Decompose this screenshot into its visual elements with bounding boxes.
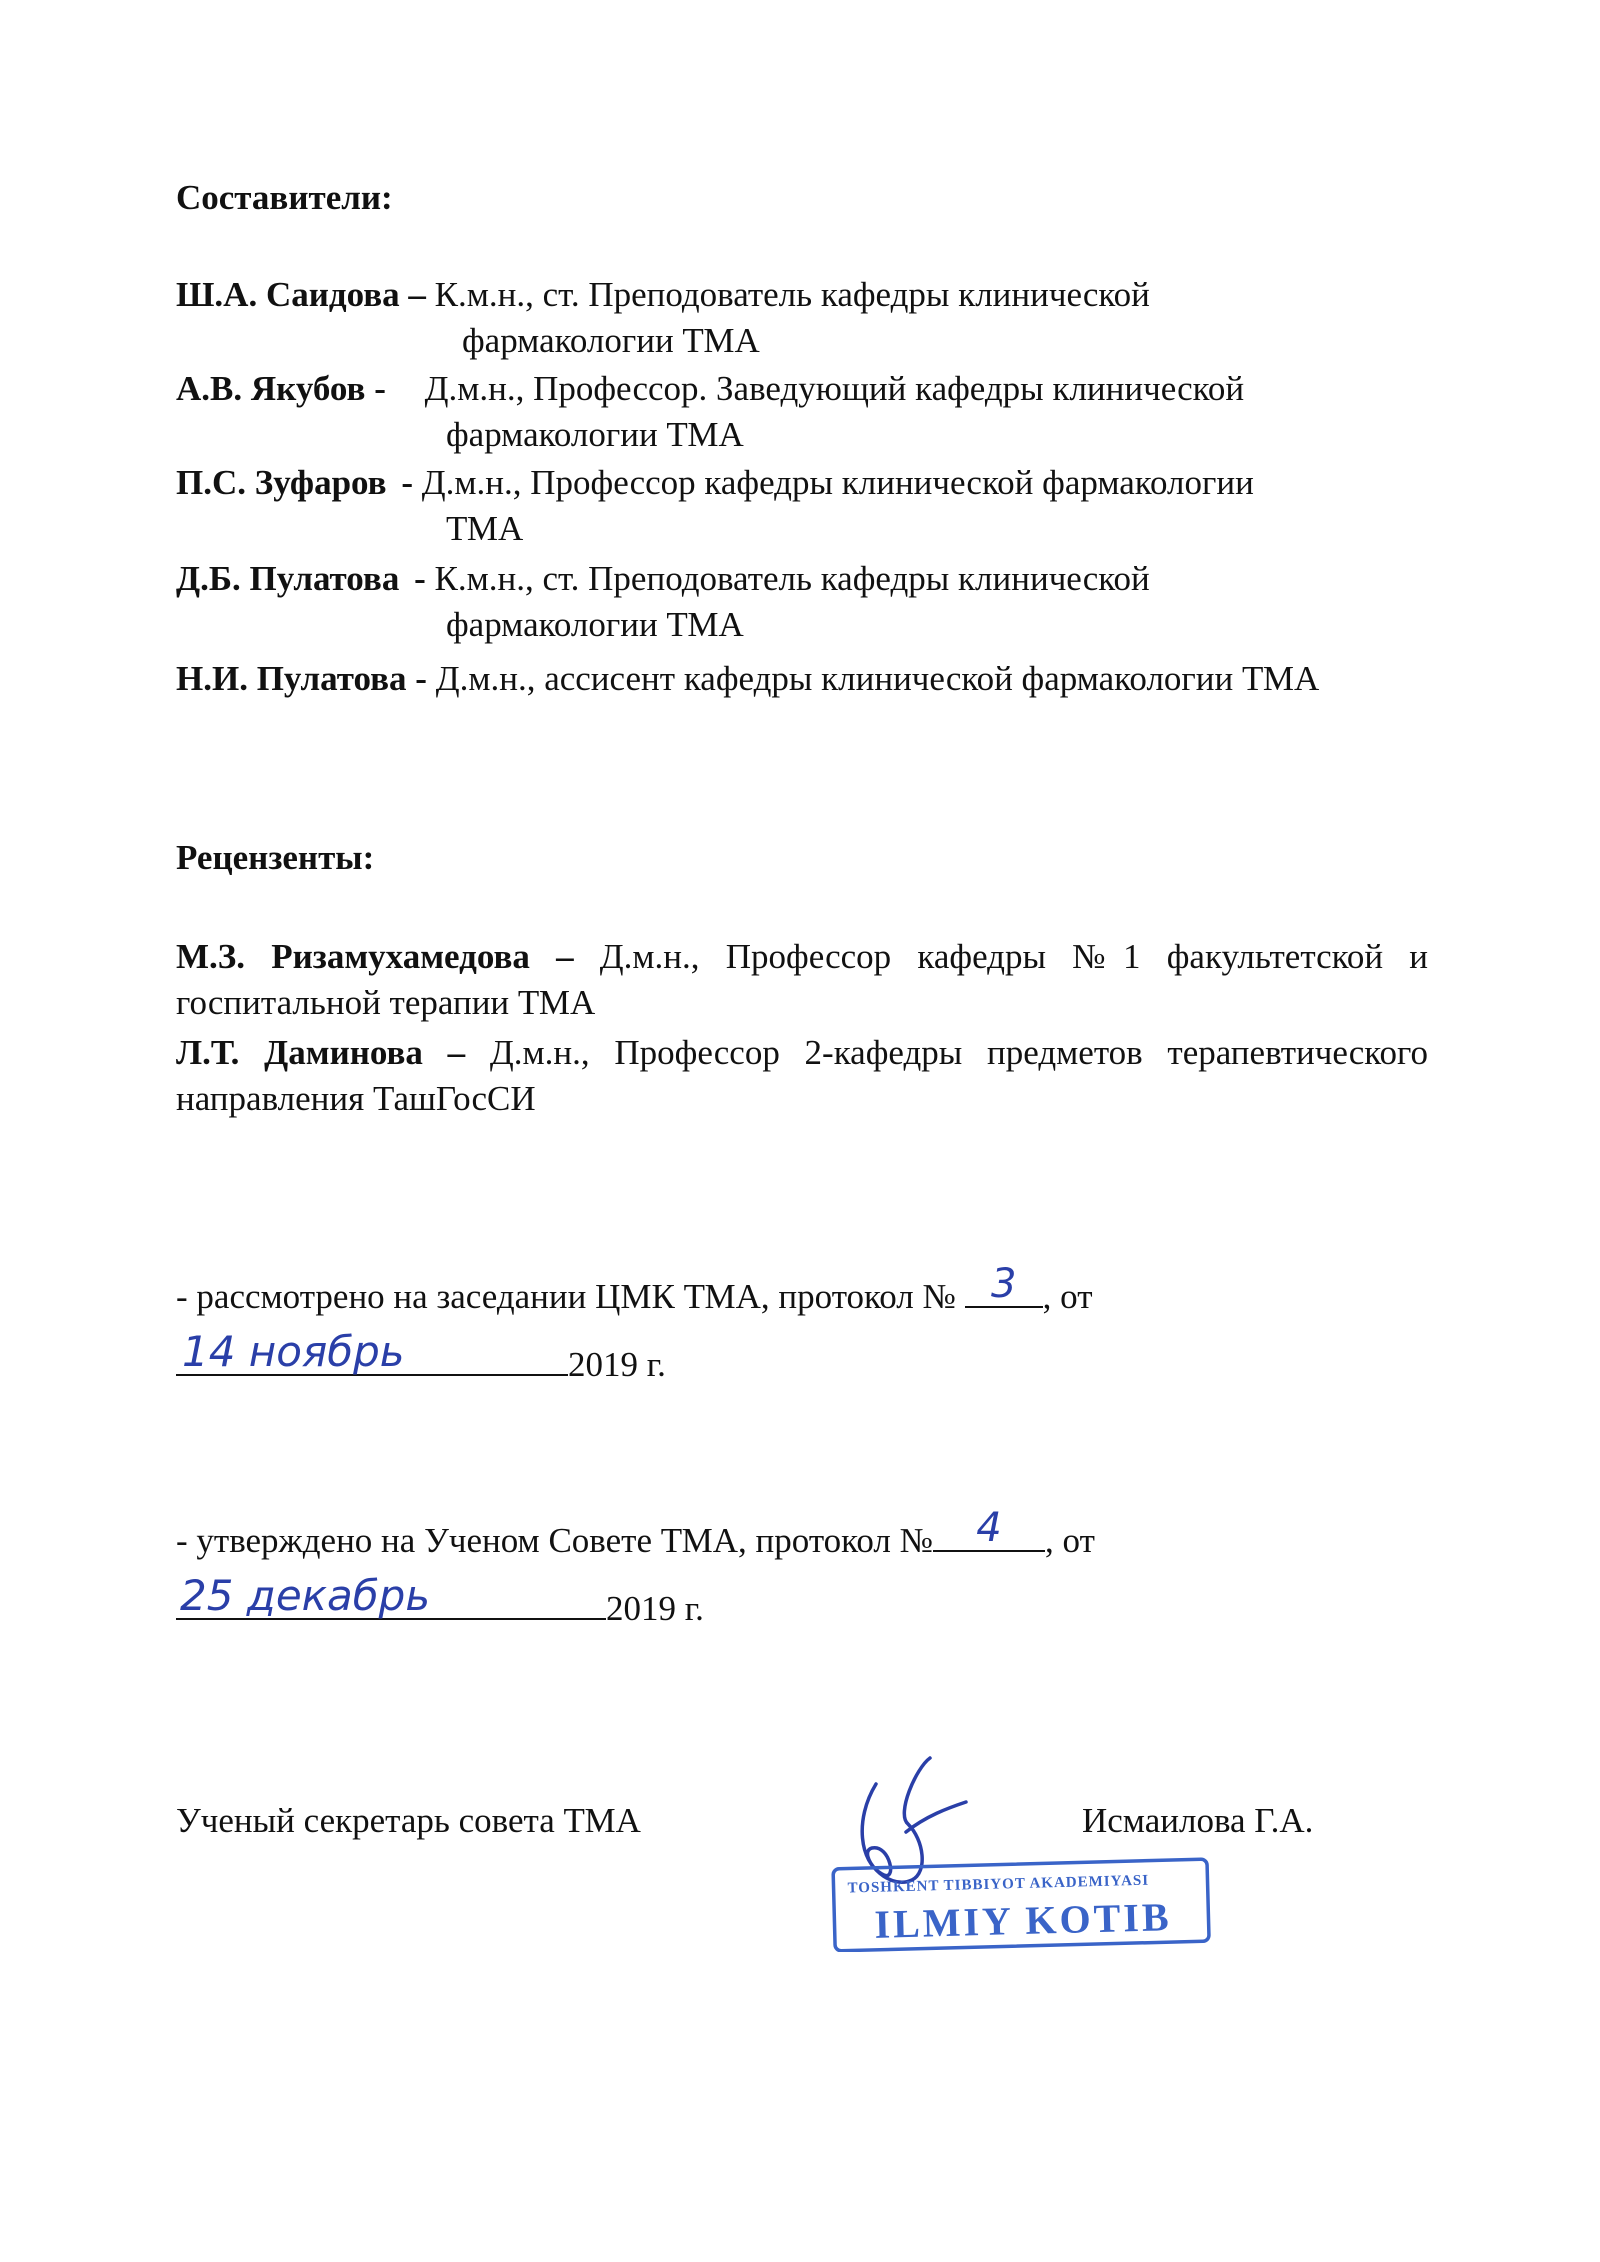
compiler-separator: - — [406, 659, 436, 698]
protocol-number-field — [965, 1261, 1043, 1308]
approval-protocol-line — [176, 1505, 1095, 1561]
approval-year: 2019 г. — [606, 1589, 704, 1628]
stamp-text-line1: TOSHKENT TIBBIYOT AKADEMIYASI — [847, 1872, 1150, 1897]
approval-protocol-text: - утверждено на Ученом Совете ТМА, протокол № — [176, 1521, 934, 1560]
reviewer-separator: – — [422, 1033, 490, 1072]
compiler-name: П.С. Зуфаров — [176, 463, 387, 502]
approval-date-handwritten: 25 декабрь — [180, 1571, 431, 1620]
compiler-position-cont: фармакологии ТМА — [446, 605, 744, 644]
protocol-number-handwritten: 3 — [990, 1261, 1017, 1307]
compiler-separator: - — [405, 559, 435, 598]
reviewer-name: М.З. Ризамухамедова — [176, 937, 530, 976]
compiler-name: А.В. Якубов — [176, 369, 366, 408]
compiler-position: Д.м.н., ассисент кафедры клинической фармакологии ТМА — [435, 659, 1320, 698]
review-year: 2019 г. — [568, 1345, 666, 1384]
compiler-entry-5 — [176, 656, 1319, 702]
compiler-position-cont: ТМА — [446, 509, 524, 548]
approval-date-line — [176, 1571, 704, 1629]
compiler-separator: – — [399, 275, 435, 314]
compiler-position: Д.м.н., Профессор кафедры клинической фармакологии — [421, 463, 1254, 502]
reviewer-position: Д.м.н., Профессор 2-кафедры предметов терапевтического направления ТашГосСИ — [176, 1033, 1429, 1118]
compiler-position-cont: фармакологии ТМА — [446, 415, 744, 454]
review-protocol-text: - рассмотрено на заседании ЦМК ТМА, протокол № — [176, 1277, 956, 1316]
review-date-handwritten: 14 ноябрь — [182, 1327, 405, 1376]
reviewer-name: Л.Т. Даминова — [176, 1033, 423, 1072]
compilers-heading: Составители: — [176, 178, 393, 217]
compiler-entry-3 — [176, 460, 1254, 506]
reviewer-separator: – — [529, 937, 600, 976]
compiler-entry-4 — [176, 556, 1150, 602]
compiler-entry-2 — [176, 366, 1244, 412]
stamp-and-signature — [826, 1752, 1216, 1952]
compiler-name: Ш.А. Саидова — [176, 275, 400, 314]
approval-protocol-suffix: , от — [1045, 1521, 1095, 1560]
protocol-number-handwritten: 4 — [976, 1505, 1002, 1551]
secretary-title: Ученый секретарь совета ТМА — [176, 1801, 641, 1840]
reviewer-entry-1 — [176, 934, 1428, 1026]
review-protocol-suffix: , от — [1042, 1277, 1093, 1316]
protocol-number-field — [933, 1505, 1045, 1552]
compiler-name: Н.И. Пулатова — [176, 659, 407, 698]
stamp-icon — [826, 1752, 1216, 1952]
compiler-entry-1 — [176, 272, 1150, 318]
reviewer-entry-2 — [176, 1030, 1428, 1122]
compiler-position-cont: фармакологии ТМА — [462, 321, 760, 360]
review-date-field — [176, 1327, 568, 1376]
compiler-separator: - — [392, 463, 422, 502]
compiler-position: К.м.н., ст. Преподователь кафедры клинической — [434, 275, 1150, 314]
secretary-name: Исмаилова Г.А. — [1082, 1801, 1314, 1840]
review-date-line — [176, 1327, 666, 1385]
compiler-name: Д.Б. Пулатова — [176, 559, 400, 598]
stamp-text-line2: ILMIY KOTIB — [873, 1894, 1173, 1947]
reviewers-heading: Рецензенты: — [176, 838, 375, 877]
reviewer-position: Д.м.н., Профессор кафедры №1 факультетской и госпитальной терапии ТМА — [176, 937, 1428, 1022]
approval-date-field — [176, 1571, 606, 1620]
compiler-separator: - — [365, 369, 395, 408]
compiler-position: Д.м.н., Профессор. Заведующий кафедры клинической — [424, 369, 1245, 408]
compiler-position: К.м.н., ст. Преподователь кафедры клинической — [434, 559, 1150, 598]
signature-icon — [862, 1758, 966, 1882]
review-protocol-line — [176, 1261, 1093, 1317]
